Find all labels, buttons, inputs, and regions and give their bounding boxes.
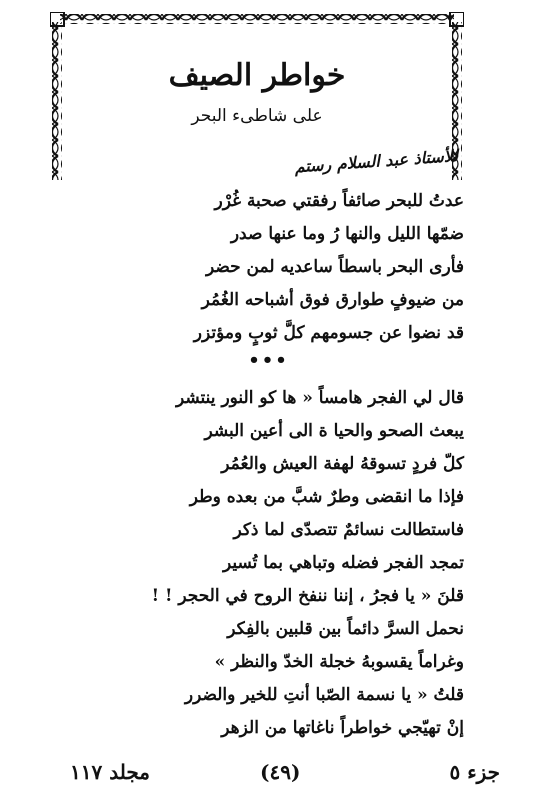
verse-line xyxy=(50,548,464,578)
verse-line xyxy=(50,219,464,249)
verse-line xyxy=(50,515,464,545)
verse-text: قال لي الفجر هامساً « ها كو النور ينتشر xyxy=(175,388,464,408)
verse-text: قد نضوا عن جسومهم كلَّ ثوبٍ ومؤتزر xyxy=(193,323,464,343)
verse-text: فأرى البحر باسطاً ساعديه لمن حضر xyxy=(206,257,464,277)
verse-text: كلّ فردٍ تسوقهُ لهفة العيش والعُمُر xyxy=(221,454,464,474)
verse-line xyxy=(50,581,464,611)
verse-text: عدتُ للبحر صائفاً رفقتي صحبة غُرْر xyxy=(214,191,464,211)
issue-number: جزء ٥ xyxy=(449,760,500,784)
verse-line xyxy=(50,186,464,216)
stanza-separator: ••• xyxy=(248,350,289,371)
verse-text: نحمل السرَّ دائماً بين قلبين بالفِكر xyxy=(227,619,464,639)
verse-text: وغراماً يقسوبهُ خجلة الخدّ والنظر » xyxy=(214,652,464,672)
author-byline: للأستاذ عبد السلام رستم xyxy=(293,146,459,177)
poem-subtitle: على شاطىء البحر xyxy=(191,106,323,126)
verse-text: ضمّها الليل والنها رُ وما عنها صدر xyxy=(230,224,464,244)
verse-text: فاستطالت نسائمٌ تتصدّى لما ذكر xyxy=(233,520,464,540)
verse-text: فإذا ما انقضى وطرٌ شبَّ من بعده وطر xyxy=(189,487,464,507)
verse-line xyxy=(50,449,464,479)
verse-line xyxy=(50,416,464,446)
verse-line xyxy=(50,647,464,677)
volume-number: مجلد ١١٧ xyxy=(70,760,150,784)
verse-text: يبعث الصحو والحيا ة الى أعين البشر xyxy=(204,421,464,441)
verse-text: من ضيوفٍ طوارق فوق أشباحه الغُمُر xyxy=(201,290,464,310)
verse-text: قلنَ « يا فجرُ ، إننا ننفخ الروح في الحجر ! ! xyxy=(151,586,464,606)
poem-title: خواطر الصيف xyxy=(168,58,346,93)
verse-line xyxy=(50,252,464,282)
page-footer xyxy=(70,760,500,790)
verse-text: قلتُ « يا نسمة الصّبا أنتِ للخير والضرر xyxy=(184,685,464,705)
verse-line xyxy=(50,680,464,710)
page-number: (٤٩) xyxy=(260,760,301,784)
verse-line xyxy=(50,285,464,315)
verse-line xyxy=(50,482,464,512)
verse-line xyxy=(50,318,464,348)
verse-line xyxy=(50,383,464,413)
verse-text: تمجد الفجر فضله وتباهي بما تُسير xyxy=(222,553,464,573)
verse-text: إنْ تهيّجي خواطراً ناغاتها من الزهر xyxy=(221,718,464,738)
verse-line xyxy=(50,713,464,743)
verse-line xyxy=(50,614,464,644)
